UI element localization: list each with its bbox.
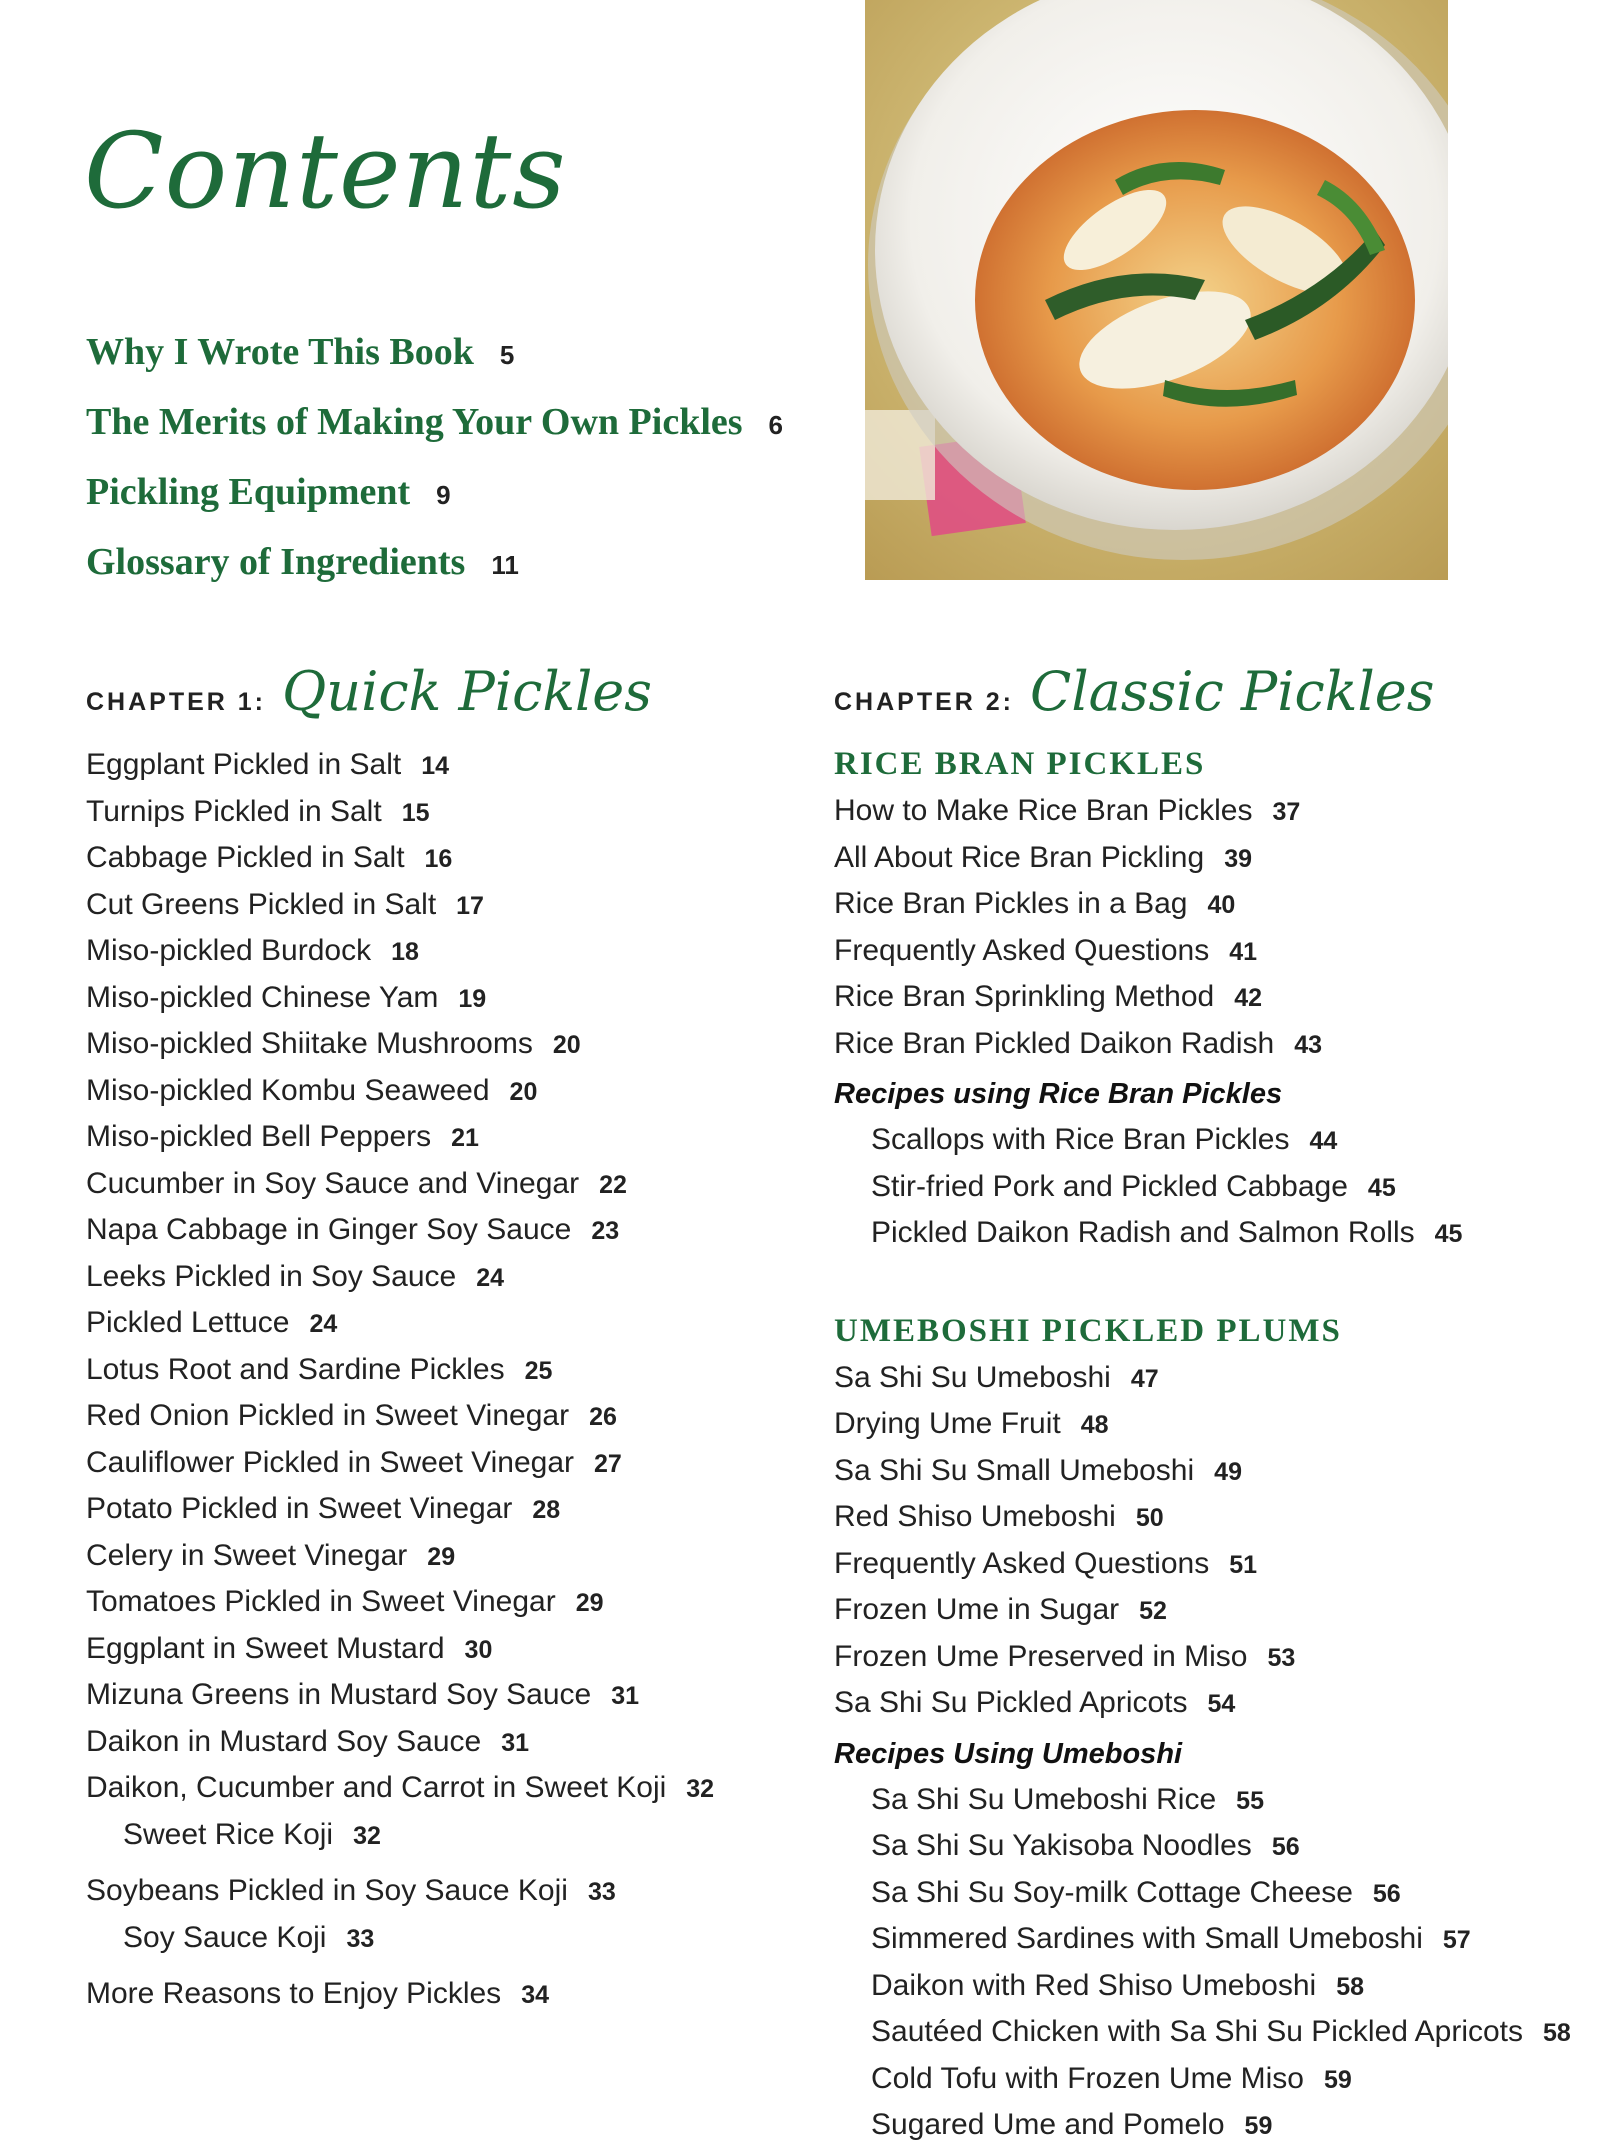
page-number: 59 (1323, 2065, 1352, 2094)
toc-entry[interactable] (86, 882, 714, 929)
page-number: 58 (1336, 1972, 1365, 2001)
page-number: 20 (509, 1077, 538, 1106)
entry-label: Tomatoes Pickled in Sweet Vinegar (86, 1585, 556, 1618)
page-number: 42 (1234, 984, 1262, 1012)
page-number: 31 (501, 1728, 530, 1757)
chapter-1-list (86, 742, 714, 2018)
toc-entry[interactable] (834, 1401, 1571, 1448)
entry-label: Eggplant Pickled in Salt (86, 748, 402, 781)
recipe-entry[interactable] (834, 1164, 1571, 1211)
page-number: 24 (309, 1310, 338, 1338)
toc-subentry[interactable] (86, 1812, 714, 1859)
page-number: 59 (1244, 2112, 1273, 2140)
page-number: 25 (524, 1356, 553, 1385)
entry-label: Sa Shi Su Umeboshi (834, 1360, 1111, 1394)
entry-label: Soybeans Pickled in Soy Sauce Koji (86, 1874, 568, 1907)
entry-label: Simmered Sardines with Small Umeboshi (871, 1922, 1423, 1955)
page-title: Contents (84, 110, 567, 232)
entry-label: Miso-pickled Bell Peppers (86, 1120, 432, 1153)
entry-label: Sa Shi Su Umeboshi Rice (871, 1782, 1217, 1816)
page-number: 15 (401, 798, 430, 827)
chapter-label: CHAPTER 2: (834, 688, 1015, 716)
entry-label: Sa Shi Su Pickled Apricots (834, 1686, 1188, 1719)
page-number: 5 (499, 340, 515, 370)
page-number: 44 (1309, 1127, 1338, 1155)
page-number: 11 (491, 550, 519, 580)
intro-item[interactable] (86, 330, 783, 400)
page-number: 27 (594, 1449, 622, 1478)
page-number: 32 (686, 1775, 715, 1803)
page-number: 55 (1236, 1786, 1264, 1815)
toc-entry[interactable] (834, 1587, 1571, 1634)
page-number: 45 (1434, 1220, 1463, 1248)
recipes-heading: Recipes Using Umeboshi (834, 1737, 1183, 1770)
toc-entry[interactable] (834, 1448, 1571, 1495)
entry-label: Sugared Ume and Pomelo (871, 2108, 1225, 2141)
recipe-entry[interactable] (834, 2102, 1571, 2149)
pickle-bowl-photo (865, 0, 1448, 580)
page-number: 20 (552, 1031, 581, 1059)
toc-entry[interactable] (86, 1579, 714, 1626)
entry-label: Why I Wrote This Book (86, 331, 474, 373)
page-number: 49 (1214, 1457, 1242, 1486)
entry-label: Soy Sauce Koji (123, 1920, 327, 1954)
toc-entry[interactable] (834, 1634, 1571, 1681)
entry-label: Daikon in Mustard Soy Sauce (86, 1724, 482, 1758)
recipe-entry[interactable] (834, 2009, 1571, 2056)
entry-label: Rice Bran Pickled Daikon Radish (834, 1026, 1275, 1060)
page-number: 9 (436, 480, 451, 510)
page-number: 48 (1080, 1411, 1109, 1439)
entry-label: Pickled Daikon Radish and Salmon Rolls (871, 1216, 1415, 1249)
page-number: 16 (424, 845, 453, 873)
page-number: 6 (768, 410, 784, 440)
page-number: 45 (1367, 1173, 1396, 1202)
toc-entry[interactable] (86, 1533, 714, 1580)
chapter-name: Quick Pickles (282, 660, 652, 723)
spacer (834, 1257, 1571, 1307)
toc-entry[interactable] (86, 1971, 714, 2018)
entry-label: Potato Pickled in Sweet Vinegar (86, 1492, 513, 1525)
recipe-entry[interactable] (834, 1916, 1571, 1963)
page-number: 51 (1229, 1550, 1258, 1579)
recipe-entry[interactable] (834, 1777, 1571, 1824)
entry-label: Eggplant in Sweet Mustard (86, 1631, 445, 1665)
toc-entry[interactable] (86, 1068, 714, 1115)
entry-label: Miso-pickled Chinese Yam (86, 980, 439, 1014)
page-number: 30 (464, 1635, 493, 1664)
page-number: 33 (587, 1878, 616, 1906)
entry-label: Red Shiso Umeboshi (834, 1500, 1116, 1533)
page-number: 54 (1207, 1690, 1236, 1718)
entry-label: How to Make Rice Bran Pickles (834, 794, 1253, 827)
entry-label: Cut Greens Pickled in Salt (86, 887, 437, 921)
chapter-name: Classic Pickles (1030, 660, 1435, 723)
page-number: 37 (1272, 798, 1301, 826)
page-number: 56 (1372, 1879, 1401, 1908)
page-number: 23 (591, 1217, 620, 1245)
toc-entry[interactable] (86, 1254, 714, 1301)
chapter-2-heading (834, 660, 1434, 723)
entry-label: More Reasons to Enjoy Pickles (86, 1977, 502, 2010)
page-number: 22 (599, 1170, 627, 1199)
toc-entry[interactable] (86, 789, 714, 836)
recipe-entry[interactable] (834, 2056, 1571, 2103)
toc-entry[interactable] (86, 1765, 714, 1812)
entry-label: Sa Shi Su Yakisoba Noodles (871, 1829, 1252, 1862)
spacer (86, 1858, 714, 1868)
entry-label: Cucumber in Soy Sauce and Vinegar (86, 1166, 580, 1200)
entry-label: Glossary of Ingredients (86, 541, 466, 583)
page-number: 26 (589, 1403, 617, 1431)
recipe-entry[interactable] (834, 1210, 1571, 1257)
spacer (86, 1961, 714, 1971)
entry-label: All About Rice Bran Pickling (834, 840, 1205, 874)
toc-entry[interactable] (86, 1440, 714, 1487)
entry-label: Lotus Root and Sardine Pickles (86, 1352, 505, 1386)
page-number: 14 (421, 752, 450, 780)
intro-item[interactable] (86, 540, 783, 610)
page-number: 24 (476, 1263, 505, 1292)
entry-label: Pickling Equipment (86, 471, 411, 513)
section-heading-rice-bran: RICE BRAN PICKLES (834, 746, 1206, 782)
toc-entry[interactable] (834, 1541, 1571, 1588)
page-number: 50 (1135, 1504, 1164, 1532)
toc-entry[interactable] (86, 928, 714, 975)
entry-label: Drying Ume Fruit (834, 1407, 1061, 1440)
toc-entry[interactable] (86, 1207, 714, 1254)
toc-entry[interactable] (86, 1347, 714, 1394)
entry-label: Cabbage Pickled in Salt (86, 841, 405, 874)
recipe-entry[interactable] (834, 1823, 1571, 1870)
toc-entry[interactable] (834, 1355, 1571, 1402)
entry-label: Sautéed Chicken with Sa Shi Su Pickled Apricots (871, 2015, 1524, 2048)
page-number: 21 (451, 1124, 479, 1152)
entry-label: Frequently Asked Questions (834, 933, 1210, 967)
page-number: 52 (1139, 1597, 1167, 1625)
toc-entry[interactable] (86, 1486, 714, 1533)
page-number: 34 (521, 1981, 549, 2009)
toc-entry[interactable] (86, 835, 714, 882)
entry-label: Rice Bran Sprinkling Method (834, 980, 1215, 1013)
page-number: 33 (346, 1924, 375, 1953)
entry-label: Mizuna Greens in Mustard Soy Sauce (86, 1678, 592, 1711)
entry-label: Sa Shi Su Small Umeboshi (834, 1453, 1195, 1487)
entry-label: Pickled Lettuce (86, 1306, 290, 1339)
toc-entry[interactable] (834, 974, 1571, 1021)
toc-entry[interactable] (86, 1393, 714, 1440)
page-number: 53 (1267, 1643, 1296, 1672)
toc-entry[interactable] (86, 1114, 714, 1161)
section-heading-umeboshi: UMEBOSHI PICKLED PLUMS (834, 1312, 1342, 1349)
toc-entry[interactable] (86, 1161, 714, 1208)
toc-entry[interactable] (86, 742, 714, 789)
page-number: 47 (1130, 1364, 1159, 1393)
page-number: 57 (1442, 1926, 1471, 1954)
entry-label: Miso-pickled Shiitake Mushrooms (86, 1027, 533, 1060)
toc-entry[interactable] (86, 1021, 714, 1068)
toc-entry[interactable] (86, 975, 714, 1022)
chapter-2-list (834, 740, 1571, 2149)
recipes-heading: Recipes using Rice Bran Pickles (834, 1078, 1283, 1110)
entry-label: Turnips Pickled in Salt (86, 794, 382, 828)
chapter-label: CHAPTER 1: (86, 688, 267, 716)
entry-label: Miso-pickled Kombu Seaweed (86, 1073, 490, 1107)
toc-entry[interactable] (86, 1868, 714, 1915)
entry-label: Cold Tofu with Frozen Ume Miso (871, 2061, 1304, 2095)
page-number: 56 (1271, 1833, 1300, 1861)
recipe-entry[interactable] (834, 1117, 1571, 1164)
page-number: 41 (1229, 937, 1258, 966)
toc-entry[interactable] (86, 1672, 714, 1719)
page-number: 40 (1207, 891, 1236, 919)
intro-item[interactable] (86, 470, 783, 540)
entry-label: Daikon with Red Shiso Umeboshi (871, 1968, 1317, 2002)
entry-label: Leeks Pickled in Soy Sauce (86, 1259, 457, 1293)
page-number: 29 (427, 1542, 456, 1571)
entry-label: Frozen Ume Preserved in Miso (834, 1639, 1248, 1673)
intro-item[interactable] (86, 400, 783, 470)
toc-entry[interactable] (834, 835, 1571, 882)
entry-label: Red Onion Pickled in Sweet Vinegar (86, 1399, 570, 1432)
toc-entry[interactable] (834, 1494, 1571, 1541)
entry-label: Daikon, Cucumber and Carrot in Sweet Koji (86, 1771, 667, 1804)
toc-entry[interactable] (86, 1300, 714, 1347)
page-number: 17 (456, 891, 484, 920)
page-number: 39 (1224, 844, 1252, 873)
page-number: 18 (391, 938, 419, 966)
page-number: 58 (1543, 2019, 1571, 2047)
entry-label: Frequently Asked Questions (834, 1546, 1210, 1580)
toc-entry[interactable] (86, 1719, 714, 1766)
entry-label: Celery in Sweet Vinegar (86, 1538, 408, 1572)
page-number: 31 (611, 1682, 640, 1710)
toc-entry[interactable] (834, 788, 1571, 835)
toc-entry[interactable] (834, 1021, 1571, 1068)
entry-label: The Merits of Making Your Own Pickles (86, 401, 743, 443)
chapter-1-heading (86, 660, 652, 723)
entry-label: Stir-fried Pork and Pickled Cabbage (871, 1169, 1348, 1203)
entry-label: Napa Cabbage in Ginger Soy Sauce (86, 1213, 572, 1246)
intro-list (86, 330, 783, 610)
entry-label: Sweet Rice Koji (123, 1817, 334, 1851)
entry-label: Rice Bran Pickles in a Bag (834, 887, 1188, 920)
recipe-entry[interactable] (834, 1963, 1571, 2010)
toc-entry[interactable] (834, 881, 1571, 928)
entry-label: Miso-pickled Burdock (86, 934, 372, 967)
entry-label: Sa Shi Su Soy-milk Cottage Cheese (871, 1875, 1353, 1909)
toc-subentry[interactable] (86, 1915, 714, 1962)
page-number: 43 (1294, 1030, 1323, 1059)
page-number: 19 (458, 984, 487, 1013)
toc-entry[interactable] (834, 1680, 1571, 1727)
entry-label: Scallops with Rice Bran Pickles (871, 1123, 1290, 1156)
entry-label: Cauliflower Pickled in Sweet Vinegar (86, 1445, 575, 1479)
page-number: 29 (575, 1589, 604, 1617)
recipe-entry[interactable] (834, 1870, 1571, 1917)
toc-entry[interactable] (86, 1626, 714, 1673)
entry-label: Frozen Ume in Sugar (834, 1593, 1120, 1626)
toc-entry[interactable] (834, 928, 1571, 975)
page-number: 28 (532, 1496, 561, 1524)
page-number: 32 (353, 1821, 381, 1850)
